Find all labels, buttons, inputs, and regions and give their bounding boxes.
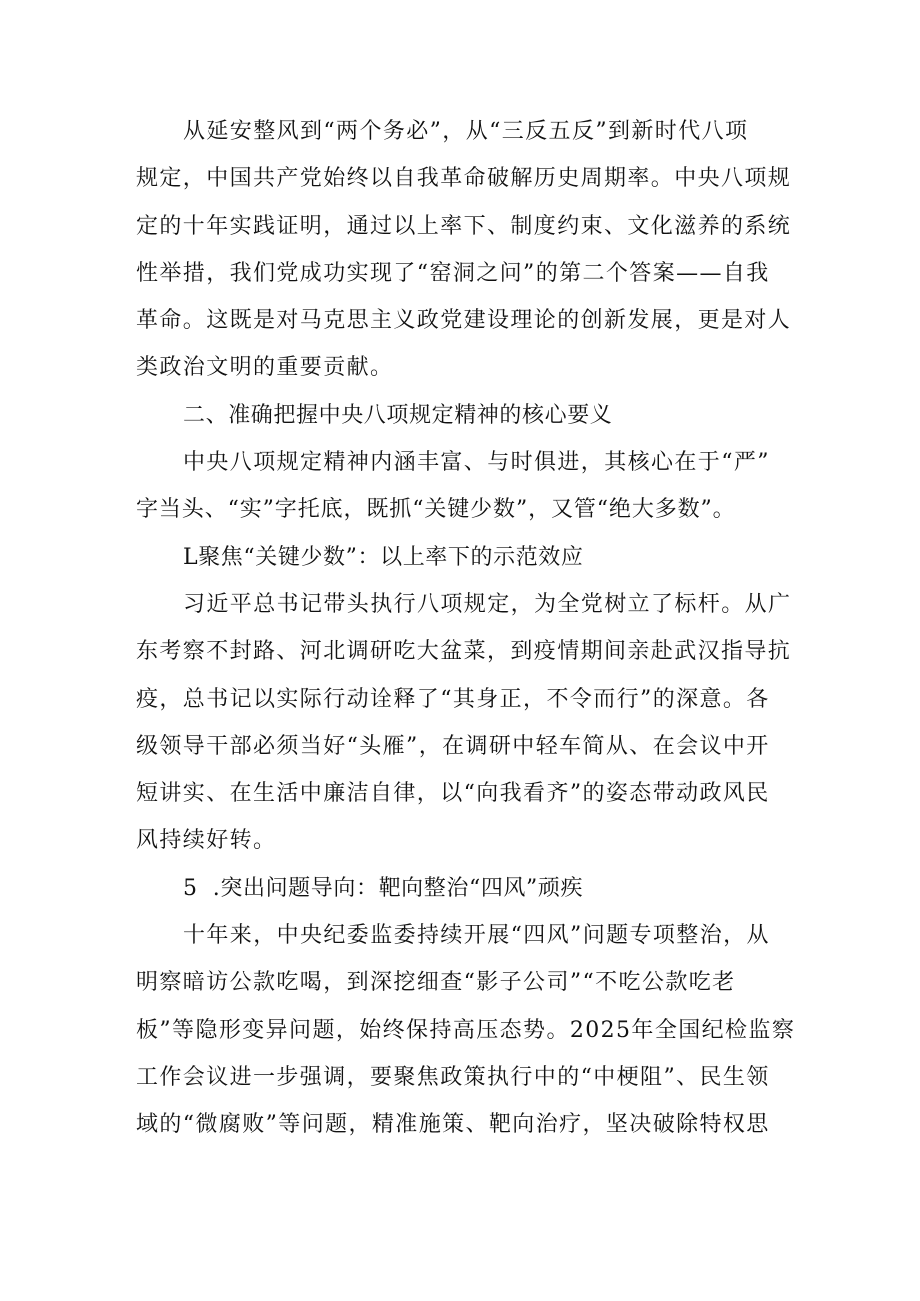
paragraph-line: 风持续好转。	[136, 828, 277, 854]
paragraph-line: 十年来，中央纪委监委持续开展“四风”问题专项整治，从	[183, 923, 770, 949]
subheading-key-minority: L聚焦“关键少数”：以上率下的示范效应	[183, 544, 584, 570]
paragraph-core-meaning	[136, 439, 791, 534]
paragraph-line: 革命。这既是对马克思主义政党建设理论的创新发展，更是对人	[136, 308, 792, 334]
document-body	[136, 108, 796, 1149]
paragraph-line: 明察暗访公款吃喝，到深挖细查“影子公司”“不吃公款吃老	[136, 970, 736, 996]
paragraph-line: 板”等隐形变异问题，始终保持高压态势。2025年全国纪检监察	[136, 1017, 796, 1043]
paragraph-line: 习近平总书记带头执行八项规定，为全党树立了标杆。从广	[183, 591, 792, 617]
paragraph-line: 规定，中国共产党始终以自我革命破解历史周期率。中央八项规	[136, 166, 792, 192]
paragraph-line: 疫，总书记以实际行动诠释了“其身正，不令而行”的深意。各	[136, 686, 770, 712]
paragraph-line: 定的十年实践证明，通过以上率下、制度约束、文化滋养的系统	[136, 213, 792, 239]
paragraph-four-winds	[136, 912, 796, 1148]
paragraph-line: 从延安整风到“两个务必”，从“三反五反”到新时代八项	[183, 119, 749, 144]
paragraph-line: 短讲实、在生活中廉洁自律，以“向我看齐”的姿态带动政风民	[136, 781, 770, 807]
paragraph-leading-example	[136, 581, 791, 865]
paragraph-line: 级领导干部必须当好“头雁”，在调研中轻车简从、在会议中开	[136, 733, 770, 759]
paragraph-line: 类政治文明的重要贡献。	[136, 355, 394, 381]
paragraph-line: 域的“微腐败”等问题，精准施策、靶向治疗，坚决破除特权思	[136, 1112, 770, 1138]
subheading-problem-oriented: 5 .突出问题导向：靶向整治“四风”顽疾	[183, 875, 584, 901]
section-heading-2: 二、准确把握中央八项规定精神的核心要义	[183, 402, 613, 428]
paragraph-line: 东考察不封路、河北调研吃大盆菜，到疫情期间亲赴武汉指导抗	[136, 639, 792, 665]
paragraph-line: 中央八项规定精神内涵丰富、与时俱进，其核心在于“严”	[183, 450, 770, 476]
paragraph-self-revolution	[136, 108, 791, 392]
paragraph-line: 字当头、“实”字托底，既抓“关键少数”，又管“绝大多数”。	[136, 497, 736, 523]
paragraph-line: 性举措，我们党成功实现了“窑洞之问”的第二个答案——自我	[136, 260, 770, 286]
paragraph-line: 工作会议进一步强调，要聚焦政策执行中的“中梗阻”、民生领	[136, 1064, 770, 1090]
